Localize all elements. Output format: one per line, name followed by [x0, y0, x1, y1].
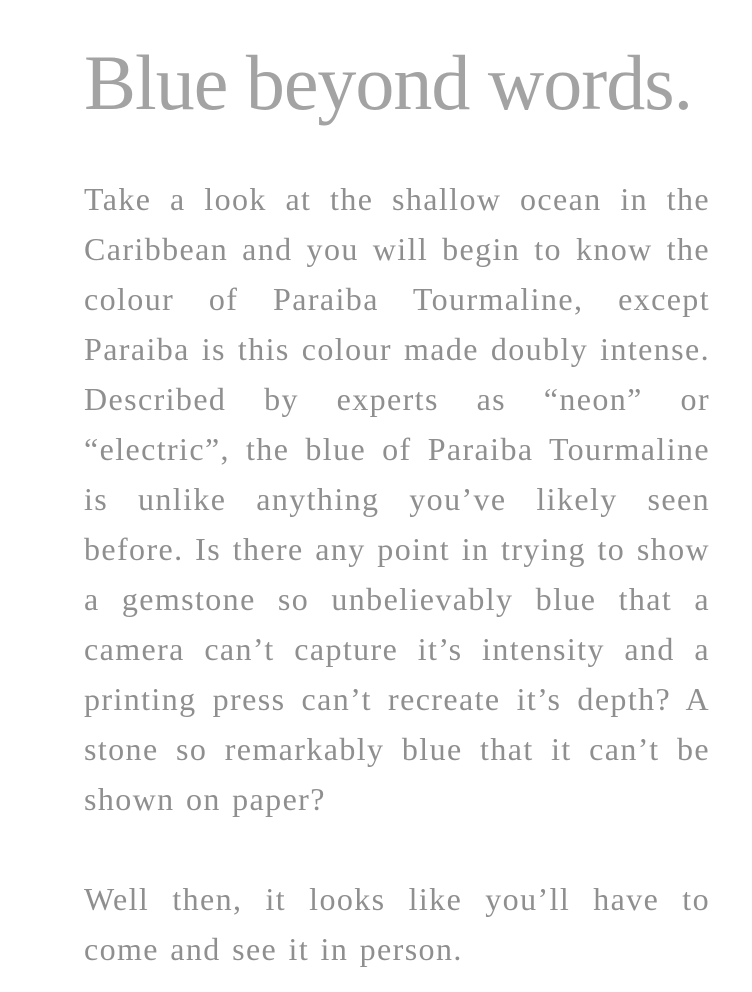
paragraph-intro: Take a look at the shallow ocean in the Caribbean and you will begin to know the colour of Paraiba Tourmaline, except Paraiba is this colour made doubly intense. Described by experts as “neon” or “electric”, the blue of Paraiba Tourmaline is unlike anything you’ve likely seen before. Is there any point in trying to show a gemstone so unbelievably blue that a camera can’t capture it’s intensity and a printing press can’t recreate it’s depth? A stone so remarkably blue that it can’t be shown on paper? [84, 181, 710, 817]
page-title: Blue beyond words. [84, 39, 693, 126]
body-text [84, 174, 710, 974]
paragraph-closing: Well then, it looks like you’ll have to come and see it in person. [84, 881, 710, 967]
